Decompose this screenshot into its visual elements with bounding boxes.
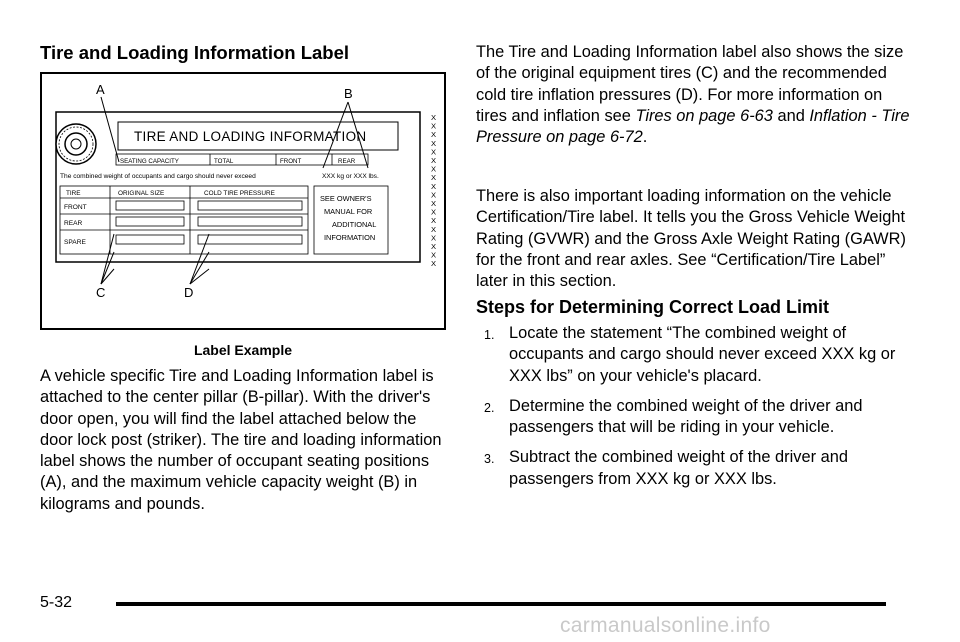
step-2 bbox=[476, 396, 916, 439]
step-3 bbox=[476, 447, 916, 490]
x-mark: X bbox=[431, 233, 437, 243]
x-mark: X bbox=[431, 181, 437, 191]
tire-label-figure bbox=[40, 72, 446, 330]
x-mark: X bbox=[431, 199, 437, 208]
x-column bbox=[431, 113, 436, 268]
x-mark: X bbox=[431, 130, 437, 140]
tire-header: TIRE bbox=[66, 190, 81, 197]
para1-text-a: The Tire and Loading Information label also shows the size of the original equipment tires (C) and the recommended cold tire inflation pressures (D). For more information on tires and inflation see bbox=[476, 43, 904, 125]
x-mark: X bbox=[431, 242, 437, 251]
page-number: 5-32 bbox=[40, 594, 73, 611]
x-mark: X bbox=[431, 156, 437, 165]
combined-weight-value: XXX kg or XXX lbs. bbox=[322, 173, 379, 180]
seating-capacity-label: SEATING CAPACITY bbox=[120, 158, 179, 165]
step-text: Determine the combined weight of the driver and passengers that will be riding in your vehicle. bbox=[509, 396, 863, 437]
see-manual-line-3: ADDITIONAL bbox=[332, 220, 377, 229]
para1-text-b: and bbox=[772, 106, 810, 125]
tires-page-reference: Tires on page 6-63 bbox=[635, 106, 773, 125]
rear-label: REAR bbox=[338, 158, 356, 165]
section-heading-load-limit: Steps for Determining Correct Load Limit bbox=[476, 297, 830, 317]
x-mark: X bbox=[431, 173, 437, 183]
x-mark: X bbox=[431, 224, 437, 234]
front-label: FRONT bbox=[280, 158, 302, 165]
step-1 bbox=[476, 323, 916, 387]
step-text: Locate the statement “The combined weight of occupants and cargo should never exceed XXX kg or XXX lbs” on your vehicle's placard. bbox=[509, 324, 896, 385]
tire-icon bbox=[56, 124, 96, 164]
step-text: Subtract the combined weight of the driver and passengers from XXX kg or XXX lbs. bbox=[509, 448, 848, 488]
x-mark: X bbox=[431, 138, 437, 148]
row-front-label: FRONT bbox=[64, 204, 87, 211]
x-mark: X bbox=[431, 113, 437, 122]
step-number: 3. bbox=[484, 452, 495, 467]
x-mark: X bbox=[431, 147, 437, 157]
callout-c: C bbox=[96, 285, 106, 300]
callout-b: B bbox=[344, 86, 353, 101]
callout-d: D bbox=[184, 285, 194, 300]
see-manual-line-1: SEE OWNER'S bbox=[320, 194, 372, 203]
x-mark: X bbox=[431, 207, 437, 217]
callout-a: A bbox=[96, 82, 105, 97]
see-manual-line-4: INFORMATION bbox=[324, 233, 376, 242]
original-size-header: ORIGINAL SIZE bbox=[118, 190, 165, 197]
para1-text-c: . bbox=[642, 128, 648, 147]
footer-rule bbox=[116, 602, 886, 606]
x-mark: X bbox=[431, 121, 437, 131]
cold-tire-pressure-header: COLD TIRE PRESSURE bbox=[204, 190, 275, 197]
tire-label-illustration bbox=[42, 74, 444, 328]
row-rear-label: REAR bbox=[64, 220, 83, 227]
x-mark: X bbox=[431, 259, 437, 269]
right-paragraph-2: There is also important loading information on the vehicle Certification/Tire label. It tells you the Gross Vehicle Weight Rating (GVWR) and the Gross Axle Weight Rating (GAWR) for the front and rear axles. See “Certification/Tire Label” later in this section. bbox=[476, 187, 906, 291]
x-mark: X bbox=[431, 250, 437, 260]
total-label: TOTAL bbox=[214, 158, 234, 165]
right-paragraph-1 bbox=[476, 42, 916, 148]
see-manual-line-2: MANUAL FOR bbox=[324, 207, 373, 216]
section-heading-tire-label: Tire and Loading Information Label bbox=[40, 42, 350, 63]
label-title: TIRE AND LOADING INFORMATION bbox=[134, 129, 367, 144]
figure-caption: Label Example bbox=[193, 342, 293, 358]
left-paragraph: A vehicle specific Tire and Loading Information label is attached to the center pillar (B-pillar). With the driver's door open, you will find the label attached below the door lock post (striker). The tire and loading information label shows the number of occupant seating positions (A), and the maximum vehicle capacity weight (B) in kilograms and pounds. bbox=[40, 367, 442, 513]
x-mark: X bbox=[431, 216, 437, 226]
combined-weight-text: The combined weight of occupants and cargo should never exceed bbox=[60, 173, 256, 180]
row-spare-label: SPARE bbox=[64, 239, 86, 246]
x-mark: X bbox=[431, 164, 437, 174]
watermark: carmanualsonline.info bbox=[560, 614, 771, 637]
x-mark: X bbox=[431, 190, 437, 200]
load-limit-steps bbox=[476, 323, 916, 499]
step-number: 1. bbox=[484, 328, 495, 342]
step-number: 2. bbox=[484, 400, 495, 415]
inflation-page-reference: Inflation - Tire Pressure on page 6-72 bbox=[476, 106, 910, 147]
